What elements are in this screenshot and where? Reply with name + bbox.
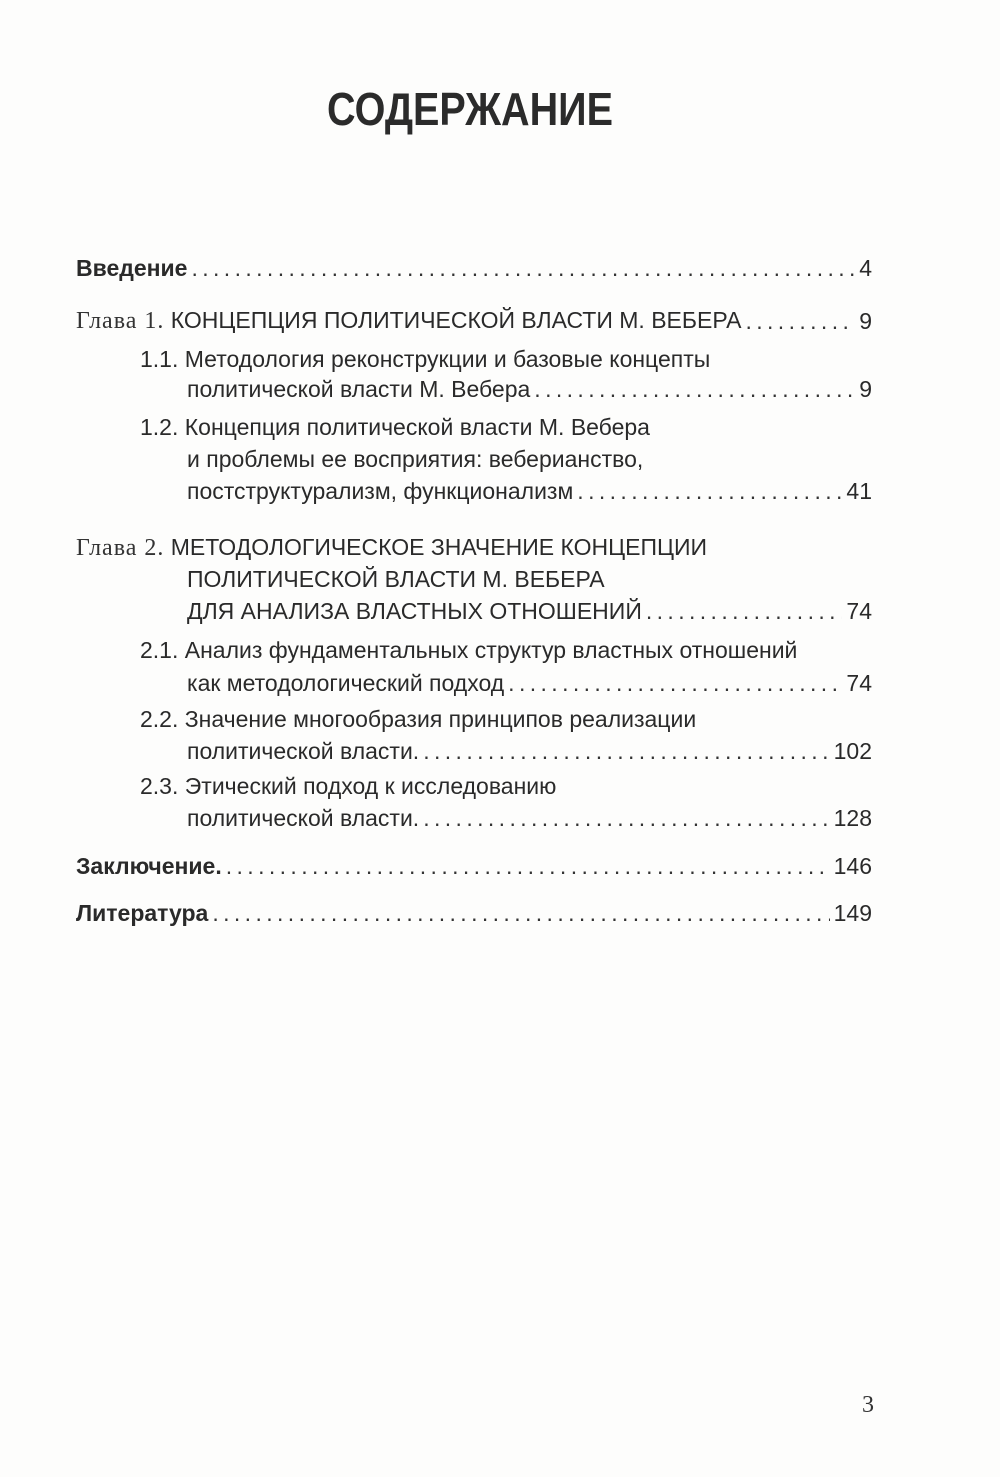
toc-entry-label: Введение (76, 255, 188, 281)
chapter-title-line: ПОЛИТИЧЕСКОЙ ВЛАСТИ М. ВЕБЕРА (187, 566, 605, 592)
toc-page-number: 149 (833, 900, 872, 926)
section-number: 2.3. (140, 773, 179, 799)
section-title-line: Методология реконструкции и базовые концепты (184, 346, 711, 372)
section-title-line: Анализ фундаментальных структур властных отношений (184, 637, 798, 663)
section-number: 1.2. (140, 414, 179, 440)
toc-section-2-3[interactable] (140, 771, 556, 801)
toc-section-1-2-end[interactable] (187, 476, 872, 506)
chapter-title-line: ДЛЯ АНАЛИЗА ВЛАСТНЫХ ОТНОШЕНИЙ (187, 598, 642, 624)
section-title-line: Значение многообразия принципов реализации (184, 706, 697, 732)
toc-section-2-1[interactable] (140, 635, 797, 665)
page-number: 3 (862, 1392, 874, 1418)
toc-section-2-2[interactable] (140, 704, 696, 734)
leader-dots (745, 306, 855, 336)
leader-dots (423, 736, 829, 766)
toc-page-number: 9 (859, 308, 872, 334)
toc-entry-chapter-2-end[interactable] (187, 596, 872, 626)
toc-section-2-2-end[interactable] (187, 736, 872, 766)
chapter-label: Глава 2. (76, 535, 165, 561)
section-title-line: политической власти М. Вебера (187, 376, 531, 402)
section-title-line: как методологический подход (187, 670, 505, 696)
chapter-label: Глава 1. (76, 308, 165, 334)
leader-dots (508, 668, 842, 698)
leader-dots (226, 851, 830, 881)
toc-section-1-1-end[interactable] (187, 374, 872, 404)
leader-dots (191, 253, 855, 283)
leader-dots (577, 476, 842, 506)
leader-dots (423, 803, 829, 833)
toc-page-number: 128 (833, 805, 872, 831)
toc-page-number: 102 (833, 738, 872, 764)
section-title-line: политической власти. (187, 805, 420, 831)
section-number: 2.1. (140, 637, 179, 663)
toc-section-2-3-end[interactable] (187, 803, 872, 833)
toc-section-1-1[interactable] (140, 344, 710, 374)
page-title: СОДЕРЖАНИЕ (326, 83, 613, 135)
toc-page-number: 4 (859, 255, 872, 281)
toc-page-number: 9 (859, 376, 872, 402)
toc-entry-intro[interactable] (76, 253, 872, 283)
section-title-line: Концепция политической власти М. Вебера (184, 414, 650, 440)
toc-entry-conclusion[interactable] (76, 851, 872, 881)
leader-dots (534, 374, 855, 404)
section-title-line: политической власти. (187, 738, 420, 764)
leader-dots (646, 596, 843, 626)
toc-entry-label: Заключение. (76, 853, 222, 879)
toc-page-number: 41 (846, 478, 872, 504)
leader-dots (212, 898, 829, 928)
toc-section-1-2[interactable] (140, 412, 650, 442)
section-title-line: Этический подход к исследованию (184, 773, 557, 799)
chapter-title: КОНЦЕПЦИЯ ПОЛИТИЧЕСКОЙ ВЛАСТИ М. ВЕБЕРА (170, 307, 742, 333)
toc-page-number: 74 (846, 670, 872, 696)
toc-entry-label: Литература (76, 900, 209, 926)
toc-entry-chapter-1[interactable] (76, 305, 872, 336)
toc-entry-literature[interactable] (76, 898, 872, 928)
toc-page-number: 146 (833, 853, 872, 879)
section-title-line: и проблемы ее восприятия: веберианство, (187, 446, 644, 472)
toc-section-2-1-end[interactable] (187, 668, 872, 698)
section-number: 2.2. (140, 706, 179, 732)
toc-page-number: 74 (846, 598, 872, 624)
section-title-line: постструктурализм, функционализм (187, 478, 574, 504)
section-number: 1.1. (140, 346, 179, 372)
chapter-title-line: МЕТОДОЛОГИЧЕСКОЕ ЗНАЧЕНИЕ КОНЦЕПЦИИ (170, 534, 708, 560)
toc-entry-chapter-2[interactable] (76, 532, 707, 563)
